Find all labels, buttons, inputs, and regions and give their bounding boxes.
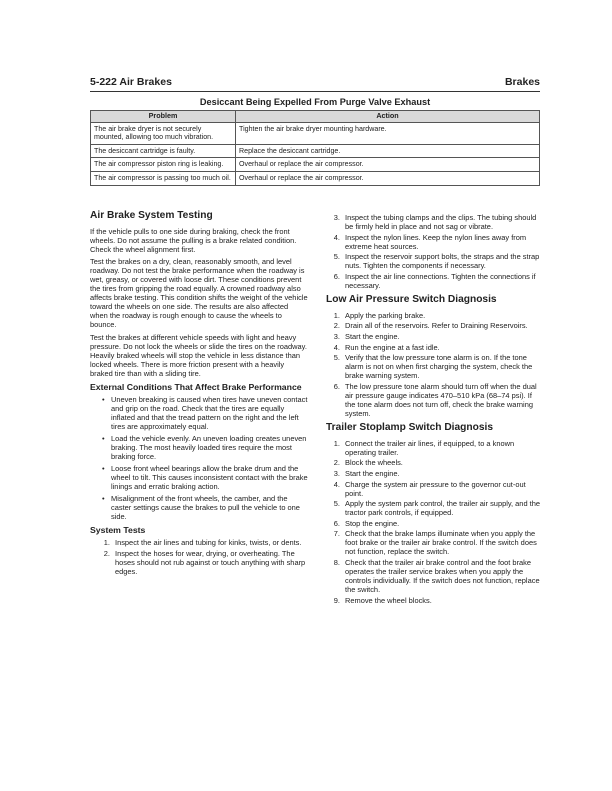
step-item xyxy=(326,382,544,418)
step-item xyxy=(326,480,544,498)
step-text: Start the engine. xyxy=(345,331,400,341)
list-item-text: Uneven breaking is caused when tires have uneven contact and grip on the road. Check that the tires are equally inflated and that the tread pattern on the right and the left tires are approximately equal. xyxy=(111,394,308,431)
step-number: 1. xyxy=(103,538,110,548)
paragraph: Test the brakes on a dry, clean, reasonably smooth, and level roadway. Do not test the brake performance when the roadway is wet, greasy, or covered with loose dirt. These conditions prevent the tires from gripping the road equally. A crowned roadway also affects brake testing. This condition shifts the weight of the vehicle toward the wheels on one side. The results are also affected when the roadway is rough enough to cause the wheels to bounce. xyxy=(90,257,308,330)
step-number: 9. xyxy=(333,595,340,605)
step-text: Inspect the air lines and tubing for kinks, twists, or dents. xyxy=(115,538,302,548)
step-text: The low pressure tone alarm should turn off when the dual air pressure gauge indicates 470–510 kPa (68–74 psi). If the tone alarm does not turn off, check the brake warning system. xyxy=(345,381,537,418)
step-item xyxy=(326,332,544,341)
conditions-list xyxy=(90,395,308,522)
list-item xyxy=(102,494,308,521)
step-text: Inspect the tubing clamps and the clips. The tubing should be firmly held in place and not sag or vibrate. xyxy=(345,213,537,232)
step-text: Run the engine at a fast idle. xyxy=(345,342,440,352)
table-row xyxy=(91,144,540,158)
step-number: 4. xyxy=(333,342,340,352)
table-row xyxy=(91,171,540,185)
step-number: 1. xyxy=(333,310,340,320)
action-cell: Overhaul or replace the air compressor. xyxy=(236,171,540,185)
step-number: 4. xyxy=(333,479,340,489)
list-item-text: Loose front wheel bearings allow the brake drum and the wheel to tilt. This causes inconsistent contact with the brake linings and erratic braking action. xyxy=(111,464,308,492)
step-item xyxy=(326,519,544,528)
step-text: Remove the wheel blocks. xyxy=(345,595,432,605)
bullet-icon: • xyxy=(102,464,105,474)
bullet-icon: • xyxy=(102,433,105,443)
bullet-icon: • xyxy=(102,394,105,404)
bullet-icon: • xyxy=(102,494,105,504)
step-number: 2. xyxy=(333,458,340,468)
heading-air-brake-system-testing: Air Brake System Testing xyxy=(90,210,213,221)
step-number: 3. xyxy=(333,331,340,341)
step-item xyxy=(326,439,544,457)
problem-cell: The air brake dryer is not securely mounted, allowing too much vibration. xyxy=(91,122,236,144)
step-item xyxy=(326,272,544,290)
right-column xyxy=(326,213,544,609)
step-item xyxy=(326,311,544,320)
column-header-problem: Problem xyxy=(91,111,236,123)
table-row xyxy=(91,158,540,172)
system-tests-steps-continued xyxy=(326,213,544,290)
step-item xyxy=(326,343,544,352)
low-air-steps xyxy=(326,311,544,418)
step-text: Apply the system park control, the trailer air supply, and the tractor park controls, if equipped. xyxy=(345,499,540,518)
system-tests-steps xyxy=(90,538,308,576)
step-text: Charge the system air pressure to the governor cut-out point. xyxy=(345,479,526,498)
step-number: 5. xyxy=(333,353,340,363)
step-number: 5. xyxy=(333,499,340,509)
table-title: Desiccant Being Expelled From Purge Valve Exhaust xyxy=(199,97,431,107)
step-number: 4. xyxy=(333,232,340,242)
step-item xyxy=(326,353,544,380)
stoplamp-steps xyxy=(326,439,544,605)
problem-cell: The air compressor is passing too much oil. xyxy=(91,171,236,185)
table-row xyxy=(91,122,540,144)
step-number: 6. xyxy=(333,381,340,391)
list-item xyxy=(102,395,308,431)
step-item xyxy=(326,469,544,478)
step-item xyxy=(326,558,544,594)
step-text: Connect the trailer air lines, if equipped, to a known operating trailer. xyxy=(345,438,515,457)
step-item xyxy=(326,499,544,517)
table-header-row xyxy=(91,111,540,123)
step-text: Check that the brake lamps illuminate when you apply the foot brake or the trailer air brake control. If the switch does not function, replace the switch. xyxy=(345,529,537,557)
step-text: Inspect the air line connections. Tighten the connections if necessary. xyxy=(345,271,536,290)
step-item xyxy=(96,538,308,547)
paragraph: Test the brakes at different vehicle speeds with light and heavy pressure. Do not lock the wheels or slide the tires on the roadway. Heavily braked wheels will stop the vehicle in less distance than locked wheels. There is more friction present with a heavily braked tire than with a sliding tire. xyxy=(90,332,307,378)
step-item xyxy=(96,549,308,576)
step-number: 2. xyxy=(333,321,340,331)
step-number: 1. xyxy=(333,438,340,448)
step-text: Inspect the hoses for wear, drying, or overheating. The hoses should not rub against or touch anything with sharp edges. xyxy=(115,548,306,576)
column-header-action: Action xyxy=(236,111,540,123)
action-cell: Overhaul or replace the air compressor. xyxy=(236,158,540,172)
step-number: 3. xyxy=(333,469,340,479)
heading-external-conditions: External Conditions That Affect Brake Performance xyxy=(90,381,302,392)
step-number: 5. xyxy=(333,252,340,262)
step-text: Block the wheels. xyxy=(345,458,403,468)
step-item xyxy=(326,458,544,467)
header-rule xyxy=(90,91,540,92)
step-text: Inspect the reservoir support bolts, the straps and the strap nuts. Tighten the components if necessary. xyxy=(345,252,540,271)
list-item xyxy=(102,464,308,491)
step-item xyxy=(326,233,544,251)
step-text: Inspect the nylon lines. Keep the nylon lines away from extreme heat sources. xyxy=(345,232,527,251)
step-number: 2. xyxy=(103,548,110,558)
problem-cell: The air compressor piston ring is leaking. xyxy=(91,158,236,172)
step-number: 6. xyxy=(333,271,340,281)
list-item xyxy=(102,434,308,461)
step-text: Drain all of the reservoirs. Refer to Draining Reservoirs. xyxy=(345,321,528,331)
list-item-text: Load the vehicle evenly. An uneven loading creates uneven braking. The most heavily loaded tires require the most braking force. xyxy=(111,433,307,462)
heading-trailer-stoplamp-switch: Trailer Stoplamp Switch Diagnosis xyxy=(326,421,493,433)
step-item xyxy=(326,252,544,270)
step-number: 8. xyxy=(333,557,340,567)
step-item xyxy=(326,529,544,556)
diagnosis-table xyxy=(90,110,540,186)
step-number: 6. xyxy=(333,518,340,528)
paragraph: If the vehicle pulls to one side during braking, check the front wheels. Do not assume the pulling is a brake related condition. Check the wheel alignment first. xyxy=(90,227,297,255)
page-header xyxy=(90,76,540,88)
step-item xyxy=(326,596,544,605)
step-text: Apply the parking brake. xyxy=(345,310,426,320)
action-cell: Tighten the air brake dryer mounting hardware. xyxy=(236,122,540,144)
step-text: Start the engine. xyxy=(345,469,400,479)
step-text: Check that the trailer air brake control and the foot brake operates the trailer service brakes when you apply the controls individually. If the switch does not function, replace the switch. xyxy=(345,557,540,595)
chapter-title: Brakes xyxy=(504,76,540,88)
step-text: Verify that the low pressure tone alarm is on. If the tone alarm is not on when first charging the system, check the brake warning system. xyxy=(345,353,533,381)
step-text: Stop the engine. xyxy=(345,518,400,528)
action-cell: Replace the desiccant cartridge. xyxy=(236,144,540,158)
heading-low-air-pressure-switch: Low Air Pressure Switch Diagnosis xyxy=(326,293,497,305)
left-column xyxy=(90,210,308,580)
section-title: 5-222 Air Brakes xyxy=(90,76,172,88)
step-item xyxy=(326,321,544,330)
heading-system-tests: System Tests xyxy=(90,525,146,536)
list-item-text: Misalignment of the front wheels, the camber, and the caster settings cause the brakes to pull the vehicle to one side. xyxy=(111,494,300,522)
step-item xyxy=(326,213,544,231)
step-number: 3. xyxy=(333,213,340,222)
problem-cell: The desiccant cartridge is faulty. xyxy=(91,144,236,158)
step-number: 7. xyxy=(333,529,340,539)
